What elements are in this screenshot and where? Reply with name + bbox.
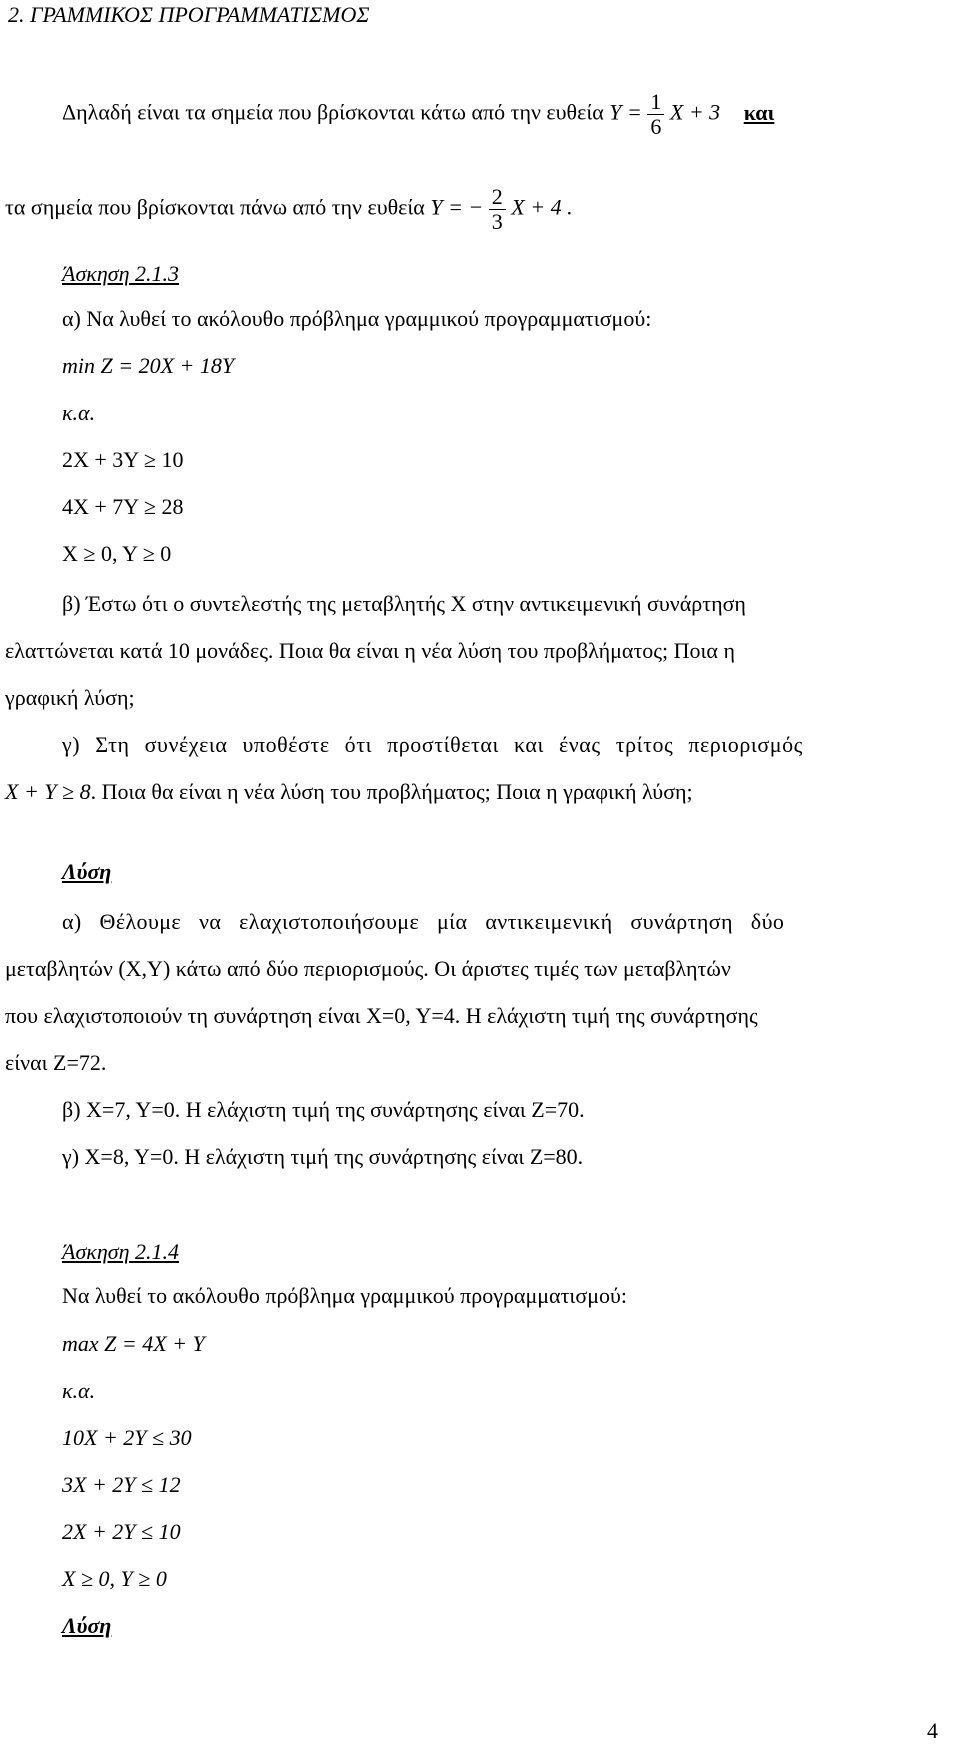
exercise-2-1-3-constraint-3: X ≥ 0, Y ≥ 0 [62,541,172,566]
intro-line-2-fraction [489,185,506,234]
solution-2-1-3-a-line-3: που ελαχιστοποιούν τη συνάρτηση είναι X=0, Y=4. Η ελάχιστη τιμή της συνάρτησης [5,1003,758,1028]
exercise-2-1-4-constraint-3: 2X + 2Y ≤ 10 [62,1519,181,1544]
exercise-2-1-3-title: Άσκηση 2.1.3 [62,261,180,286]
solution-2-1-3-b: β) X=7, Y=0. Η ελάχιστη τιμή της συνάρτησης είναι Z=70. [62,1097,585,1122]
exercise-2-1-3-subject-to: κ.α. [62,400,96,425]
exercise-2-1-4-subject-to: κ.α. [62,1378,96,1403]
page-header: 2. ΓΡΑΜΜΙΚΟΣ ΠΡΟΓΡΑΜΜΑΤΙΣΜΟΣ [8,2,370,27]
solution-2-1-3-a-line-1: α) Θέλουμε να ελαχιστοποιήσουμε μία αντικειμενική συνάρτηση δύο [62,909,785,934]
exercise-2-1-4-constraint-4: X ≥ 0, Y ≥ 0 [62,1566,167,1591]
intro-line-1 [62,90,774,139]
exercise-2-1-3-part-c-math: X + Y ≥ 8 [5,779,91,804]
exercise-2-1-4-objective: max Z = 4X + Y [62,1331,205,1356]
solution-2-1-3-a-line-4: είναι Z=72. [5,1050,107,1075]
intro-line-2-frac-num: 2 [489,185,506,210]
intro-line-1-text: Δηλαδή είναι τα σημεία που βρίσκονται κάτω από την ευθεία [62,99,604,125]
intro-line-2 [5,185,573,234]
intro-line-1-frac-den: 6 [650,114,662,139]
intro-line-1-fraction [647,90,664,139]
exercise-2-1-3-part-a: α) Να λυθεί το ακόλουθο πρόβλημα γραμμικού προγραμματισμού: [62,306,652,331]
intro-line-2-math-post: X + 4 . [511,194,573,220]
intro-line-2-math-pre: Y = − [430,194,484,220]
exercise-2-1-3-objective: min Z = 20X + 18Y [62,353,235,378]
exercise-2-1-4-statement: Να λυθεί το ακόλουθο πρόβλημα γραμμικού προγραμματισμού: [62,1283,627,1308]
exercise-2-1-3-part-b-line-2: ελαττώνεται κατά 10 μονάδες. Ποια θα είναι η νέα λύση του προβλήματος; Ποια η [5,638,735,663]
page-number: 4 [927,1718,938,1743]
exercise-2-1-4-constraint-2: 3X + 2Y ≤ 12 [62,1472,181,1497]
exercise-2-1-3-part-c-line-2 [5,778,693,806]
exercise-2-1-3-constraint-1: 2X + 3Y ≥ 10 [62,447,184,472]
exercise-2-1-3-part-b-line-3: γραφική λύση; [5,685,135,710]
exercise-2-1-3-part-c-text: . Ποια θα είναι η νέα λύση του προβλήματος; Ποια η γραφική λύση; [90,779,693,804]
solution-2-1-3-c: γ) X=8, Y=0. Η ελάχιστη τιμή της συνάρτησης είναι Z=80. [62,1144,584,1169]
exercise-2-1-3-constraint-2: 4X + 7Y ≥ 28 [62,494,184,519]
solution-2-1-4-title: Λύση [62,1613,112,1638]
intro-line-2-text: τα σημεία που βρίσκονται πάνω από την ευθεία [5,194,425,220]
intro-line-1-math-pre: Y = [609,99,642,125]
intro-line-1-frac-num: 1 [647,90,664,115]
solution-2-1-3-a-line-2: μεταβλητών (X,Y) κάτω από δύο περιορισμούς. Οι άριστες τιμές των μεταβλητών [5,956,731,981]
intro-line-2-frac-den: 3 [491,209,503,234]
exercise-2-1-3-part-b-line-1: β) Έστω ότι ο συντελεστής της μεταβλητής X στην αντικειμενική συνάρτηση [62,591,746,616]
intro-line-1-kai: και [743,99,775,125]
intro-line-1-math-post: X + 3 [669,99,721,125]
exercise-2-1-4-constraint-1: 10X + 2Y ≤ 30 [62,1425,192,1450]
exercise-2-1-4-title: Άσκηση 2.1.4 [62,1239,180,1264]
exercise-2-1-3-part-c-line-1: γ) Στη συνέχεια υποθέστε ότι προστίθεται και ένας τρίτος περιορισμός [62,732,803,757]
solution-2-1-3-title: Λύση [62,859,112,884]
